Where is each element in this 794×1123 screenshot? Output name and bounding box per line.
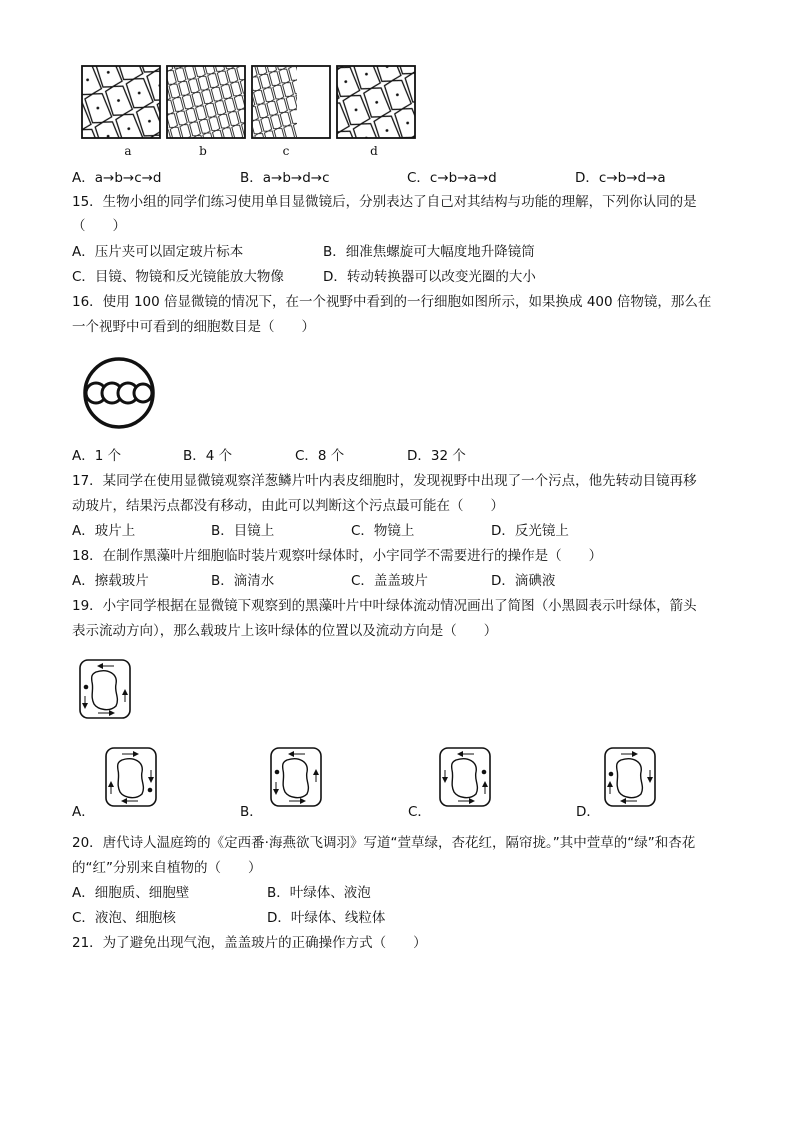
q19-stem: 19．小宇同学根据在显微镜下观察到的黑藻叶片中叶绿体流动情况画出了简图（小黑圆表示叶绿体，箭头 [72,598,697,614]
q21-stem: 21．为了避免出现气泡，盖盖玻片的正确操作方式（ ） [72,935,427,951]
q19-stem-cont: 表示流动方向），那么载玻片上该叶绿体的位置以及流动方向是（ ） [72,623,498,639]
figure-label-c: c [282,144,290,158]
q16-option-d[interactable]: D．32 个 [407,448,466,464]
q14-option-b[interactable]: B．a→b→d→c [240,170,330,186]
q17-option-c[interactable]: C．物镜上 [351,523,415,539]
figure-label-b: b [199,144,207,158]
q15-stem-cont: （ ） [72,218,126,234]
q19-figures [0,650,794,830]
q20-option-c[interactable]: C．液泡、细胞核 [72,910,176,926]
q19-option-c-cell [440,748,490,806]
q15-option-b[interactable]: B．细准焦螺旋可大幅度地升降镜筒 [323,244,535,260]
q18-stem: 18．在制作黑藻叶片细胞临时装片观察叶绿体时，小宇同学不需要进行的操作是（ ） [72,548,603,564]
q16-option-b[interactable]: B．4 个 [183,448,233,464]
q20-stem-cont: 的“红”分别来自植物的（ ） [72,860,262,876]
q18-option-d[interactable]: D．滴碘液 [491,573,556,589]
q14-option-a[interactable]: A．a→b→c→d [72,170,162,186]
q14-option-d[interactable]: D．c→b→d→a [575,170,666,186]
q16-stem: 16．使用 100 倍显微镜的情况下，在一个视野中看到的一行细胞如图所示，如果换成 400 倍物镜，那么在 [72,294,712,310]
q15-stem: 15．生物小组的同学们练习使用单目显微镜后，分别表达了自己对其结构与功能的理解，下列你认同的是 [72,194,697,210]
q18-option-c[interactable]: C．盖盖玻片 [351,573,428,589]
q17-option-a[interactable]: A．玻片上 [72,523,136,539]
field-b [167,66,245,138]
q20-option-a[interactable]: A．细胞质、细胞壁 [72,885,190,901]
q19-option-d-cell [605,748,655,806]
figure-label-a: a [124,144,132,158]
q19-option-b[interactable]: B． [240,804,263,820]
q16-option-a[interactable]: A．1 个 [72,448,122,464]
q16-stem-cont: 一个视野中可看到的细胞数目是（ ） [72,319,315,335]
q19-option-b-cell [271,748,321,806]
q20-option-b[interactable]: B．叶绿体、液泡 [267,885,371,901]
q14-figure [0,0,794,150]
q14-option-c[interactable]: C．c→b→a→d [407,170,497,186]
q15-option-d[interactable]: D．转动转换器可以改变光圈的大小 [323,269,536,285]
q19-option-a[interactable]: A． [72,804,95,820]
q18-option-a[interactable]: A．擦载玻片 [72,573,149,589]
field-d [337,66,415,138]
q20-stem: 20．唐代诗人温庭筠的《定西番·海燕欲飞调羽》写道“萱草绿，杏花红，隔帘拢。”其中萱草的“绿”和杏花 [72,835,696,851]
q15-option-a[interactable]: A．压片夹可以固定玻片标本 [72,244,244,260]
q19-option-a-cell [106,748,156,806]
q17-stem: 17．某同学在使用显微镜观察洋葱鳞片叶内表皮细胞时，发现视野中出现了一个污点，他先转动目镜再移 [72,473,697,489]
q17-stem-cont: 动玻片，结果污点都没有移动，由此可以判断这个污点最可能在（ ） [72,498,504,514]
q17-option-b[interactable]: B．目镜上 [211,523,275,539]
q15-option-c[interactable]: C．目镜、物镜和反光镜能放大物像 [72,269,284,285]
field-a [82,66,160,138]
q17-option-d[interactable]: D．反光镜上 [491,523,569,539]
q18-option-b[interactable]: B．滴清水 [211,573,275,589]
q16-option-c[interactable]: C．8 个 [295,448,345,464]
figure-label-d: d [370,144,378,158]
q19-observed-cell [80,660,130,718]
q19-option-d[interactable]: D． [576,804,600,820]
q16-field-of-view-figure [70,350,170,430]
q19-option-c[interactable]: C． [408,804,431,820]
q20-option-d[interactable]: D．叶绿体、线粒体 [267,910,386,926]
